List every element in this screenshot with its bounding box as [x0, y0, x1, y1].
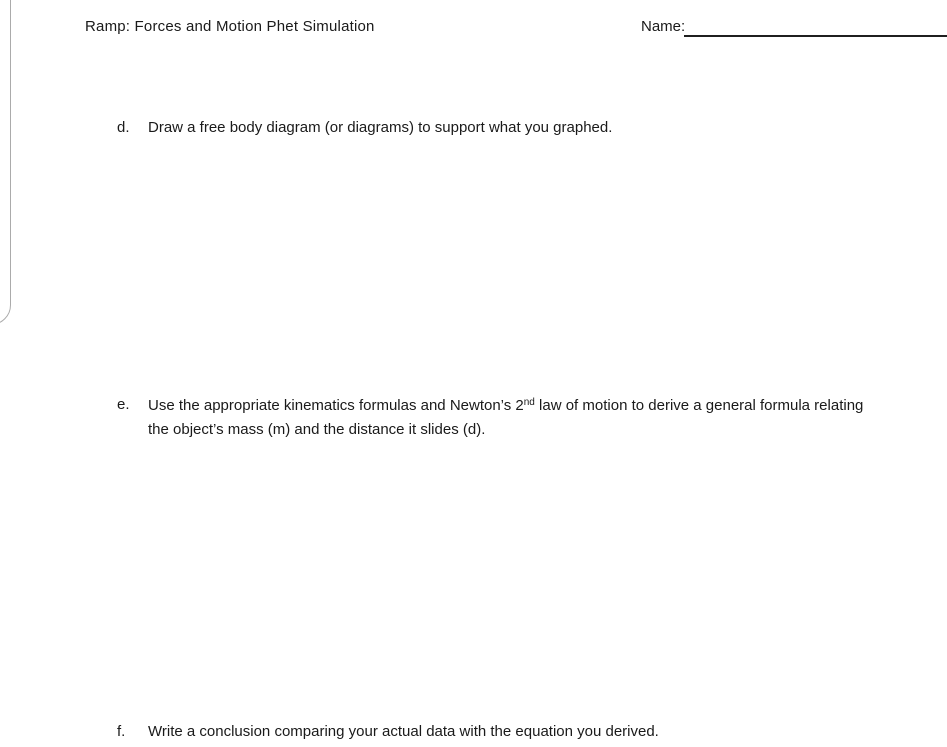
question-text-line-1: [148, 394, 863, 418]
question-text-segment: Use the appropriate kinematics formulas and Newton’s 2: [148, 397, 524, 414]
name-label: Name:: [641, 18, 686, 35]
ordinal-superscript: nd: [523, 397, 535, 408]
document-title: Ramp: Forces and Motion Phet Simulation: [85, 18, 375, 35]
question-text-segment: law of motion to derive a general formula relating: [534, 397, 864, 414]
question-letter: e.: [117, 396, 130, 413]
name-blank-line: [684, 23, 947, 37]
question-text-line-2: the object’s mass (m) and the distance it slides (d).: [148, 421, 486, 438]
question-letter: d.: [117, 119, 130, 136]
question-text: Draw a free body diagram (or diagrams) to support what you graphed.: [148, 119, 613, 136]
question-letter: f.: [117, 723, 126, 740]
question-text: [148, 394, 863, 442]
question-text: Write a conclusion comparing your actual data with the equation you derived.: [148, 723, 659, 740]
left-panel-rounded-corner: [0, 0, 11, 325]
